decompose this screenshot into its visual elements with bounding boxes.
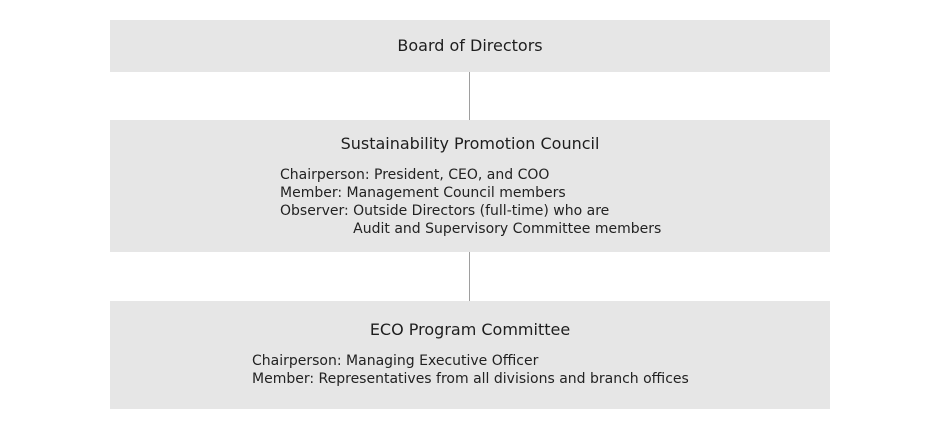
eco-program-committee-title: ECO Program Committee [369,320,571,339]
council-member-row [280,184,661,202]
eco-chairperson-label: Chairperson: [252,353,347,369]
council-member-label: Member: [280,185,347,201]
eco-details [252,352,689,388]
connector-council-eco [469,252,470,301]
council-observer-label: Observer: [280,203,354,219]
eco-member-value: Representatives from all divisions and branch offices [318,371,689,387]
eco-program-committee-box [110,301,830,409]
eco-member-label: Member: [252,371,319,387]
eco-chairperson-row [252,352,689,370]
council-observer-row [280,202,661,220]
council-details [280,166,661,238]
board-of-directors-box [110,20,830,72]
council-chairperson-value: President, CEO, and COO [374,167,550,183]
sustainability-promotion-council-box [110,120,830,252]
council-observer-value-line1: Outside Directors (full-time) who are [353,203,610,219]
council-observer-value-line2: Audit and Supervisory Committee members [353,221,662,237]
eco-member-row [252,370,689,388]
council-observer-row-continued [280,220,661,238]
council-chairperson-row [280,166,661,184]
connector-board-council [469,72,470,120]
board-of-directors-title: Board of Directors [397,36,543,55]
council-member-value: Management Council members [346,185,566,201]
council-chairperson-label: Chairperson: [280,167,375,183]
eco-chairperson-value: Managing Executive Officer [346,353,539,369]
sustainability-promotion-council-title: Sustainability Promotion Council [340,134,600,153]
